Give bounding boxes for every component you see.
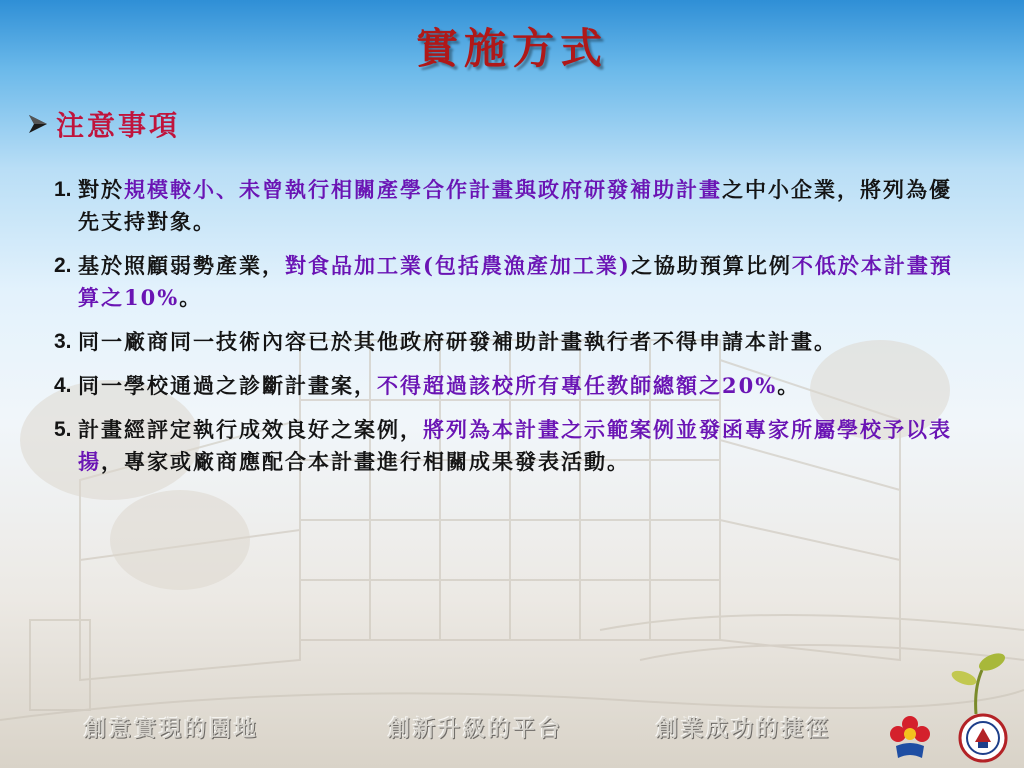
page-title: 實施方式	[415, 24, 608, 73]
item-text-highlight: 將列為本計畫之示範案例並發函專家所屬學校予以表揚	[78, 417, 952, 474]
item-number: 2.	[54, 254, 72, 277]
flower-logo-icon	[886, 712, 934, 762]
item-text: 之中小企業，將列為優先支持對象。	[78, 177, 952, 234]
item-text: ，專家或廠商應配合本計畫進行相關成果發表活動。	[101, 449, 630, 474]
item-text: 之協助預算比例	[630, 253, 792, 278]
item-number: 1.	[54, 178, 72, 201]
item-number: 5.	[54, 418, 72, 441]
footer-slogan-2: 創新升級的平台	[388, 716, 564, 742]
item-text-highlight: 規模較小、未曾執行相關產學合作計畫與政府研發補助計畫	[124, 177, 722, 202]
item-text: 。	[777, 373, 801, 398]
item-text-highlight: 不得超過該校所有專任教師總額之20%	[377, 373, 778, 398]
item-text: 計畫經評定執行成效良好之案例，	[78, 417, 423, 442]
item-number: 4.	[54, 374, 72, 397]
notice-list	[52, 174, 962, 490]
university-seal-icon	[958, 712, 1008, 764]
item-text: 基於照顧弱勢產業，	[78, 253, 285, 278]
footer-slogan-3: 創業成功的捷徑	[656, 716, 832, 742]
item-number: 3.	[54, 330, 72, 353]
item-text: 。	[179, 285, 203, 310]
footer	[0, 708, 1024, 754]
section-heading-text: 注意事項	[56, 109, 181, 142]
item-text: 同一廠商同一技術內容已於其他政府研發補助計畫執行者不得申請本計畫。	[78, 329, 837, 354]
notice-item	[52, 174, 962, 238]
notice-item	[52, 370, 962, 402]
item-text-highlight: 對食品加工業(包括農漁產加工業)	[285, 253, 631, 278]
footer-slogan-1: 創意實現的園地	[84, 716, 260, 742]
notice-item	[52, 326, 962, 358]
section-heading	[26, 104, 180, 144]
item-text-highlight: 不低於本計畫預算之10%	[78, 253, 953, 310]
sprout-icon	[938, 648, 1008, 714]
item-text: 對於	[78, 177, 124, 202]
notice-item	[52, 250, 962, 314]
item-text: 同一學校通過之診斷計畫案，	[78, 373, 377, 398]
notice-item	[52, 414, 962, 478]
arrow-right-icon	[26, 112, 50, 136]
